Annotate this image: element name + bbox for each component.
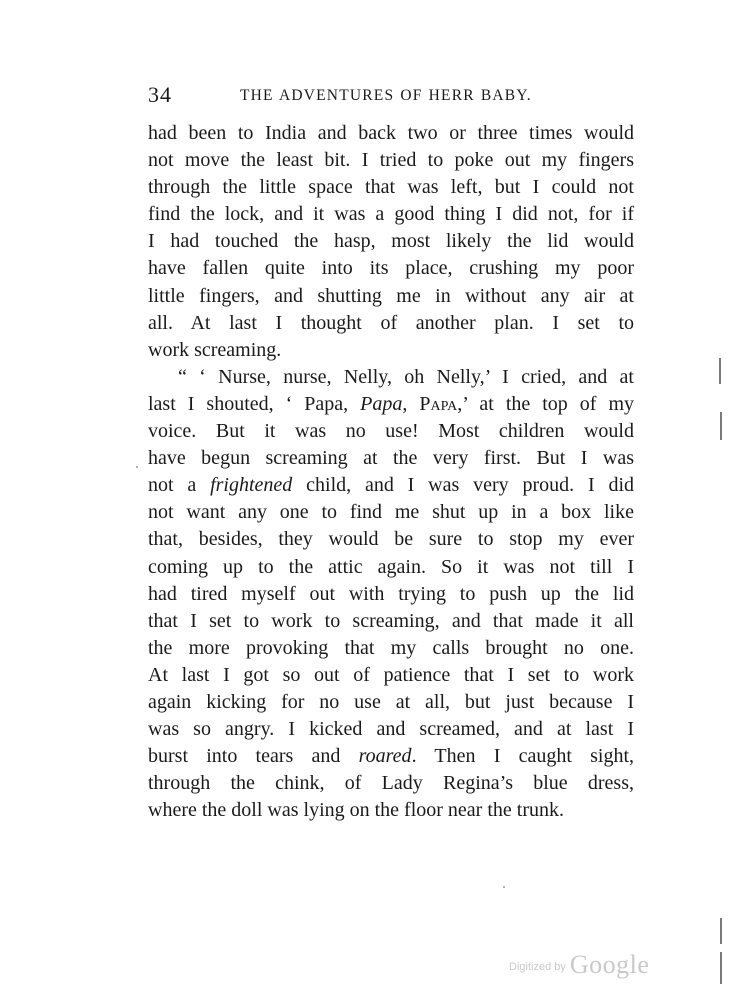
text-line: little fingers, and shutting me in without any air at xyxy=(148,284,634,307)
italic-word: roared xyxy=(358,745,412,768)
text-line: find the lock, and it was a good thing I did not, for if xyxy=(148,203,634,226)
text-line: not move the least bit. I tried to poke out my fingers xyxy=(148,149,634,172)
text-segment: child, and I was very proud. I did xyxy=(292,474,634,497)
scan-speck xyxy=(136,466,138,468)
text-line xyxy=(148,743,634,770)
text-line: all. At last I thought of another plan. I set to xyxy=(148,311,634,334)
digitized-watermark xyxy=(509,950,649,984)
running-header xyxy=(148,82,628,112)
text-line-paragraph-end: work screaming. xyxy=(148,338,282,361)
text-segment: ,’ at the top of my xyxy=(457,392,635,415)
text-segment: not a xyxy=(148,474,211,497)
text-segment: “ ‘ Nurse, nurse, Nelly, oh Nelly,’ I cried, and at xyxy=(178,365,634,388)
text-line: coming up to the attic again. So it was not till I xyxy=(148,555,634,578)
text-line: not want any one to find me shut up in a box like xyxy=(148,501,634,524)
watermark-prefix: Digitized by xyxy=(509,961,566,973)
text-line: the more provoking that my calls brought no one. xyxy=(148,636,634,659)
scan-margin-mark xyxy=(720,952,722,984)
small-caps-word: Papa xyxy=(419,392,458,415)
italic-word: frightened xyxy=(210,474,293,497)
text-segment: , xyxy=(402,392,420,415)
text-segment: last I shouted, ‘ Papa, xyxy=(148,392,361,415)
text-line: have fallen quite into its place, crushing my poor xyxy=(148,257,634,280)
scan-speck xyxy=(503,886,505,888)
text-line: that, besides, they would be sure to stop my ever xyxy=(148,528,634,551)
text-line: through the little space that was left, but I could not xyxy=(148,176,634,199)
running-title: THE ADVENTURES OF HERR BABY. xyxy=(240,87,532,104)
scan-margin-mark xyxy=(719,358,721,384)
text-line: had been to India and back two or three times would xyxy=(148,122,634,144)
text-segment: burst into tears and xyxy=(148,745,359,768)
text-line: have begun screaming at the very first. But I was xyxy=(148,447,634,470)
text-line-paragraph-start xyxy=(148,364,634,391)
text-line: voice. But it was no use! Most children would xyxy=(148,420,634,443)
google-logo: Google xyxy=(569,950,650,979)
text-line-paragraph-end: where the doll was lying on the floor near the trunk. xyxy=(148,799,564,822)
scan-margin-mark xyxy=(720,412,722,440)
text-line xyxy=(148,391,634,418)
text-segment: . Then I caught sight, xyxy=(411,745,634,768)
text-line: had tired myself out with trying to push up the lid xyxy=(148,582,634,605)
body-text xyxy=(148,120,634,824)
text-line xyxy=(148,472,634,499)
scan-margin-mark xyxy=(720,918,722,944)
italic-word: Papa xyxy=(360,392,403,415)
text-line: At last I got so out of patience that I set to work xyxy=(148,663,634,686)
text-line: that I set to work to screaming, and that made it all xyxy=(148,609,634,632)
text-line: was so angry. I kicked and screamed, and at last I xyxy=(148,718,634,741)
text-line: again kicking for no use at all, but just because I xyxy=(148,690,634,713)
page-number: 34 xyxy=(148,82,172,107)
text-line: I had touched the hasp, most likely the lid would xyxy=(148,230,634,253)
text-line: through the chink, of Lady Regina’s blue dress, xyxy=(148,772,634,795)
